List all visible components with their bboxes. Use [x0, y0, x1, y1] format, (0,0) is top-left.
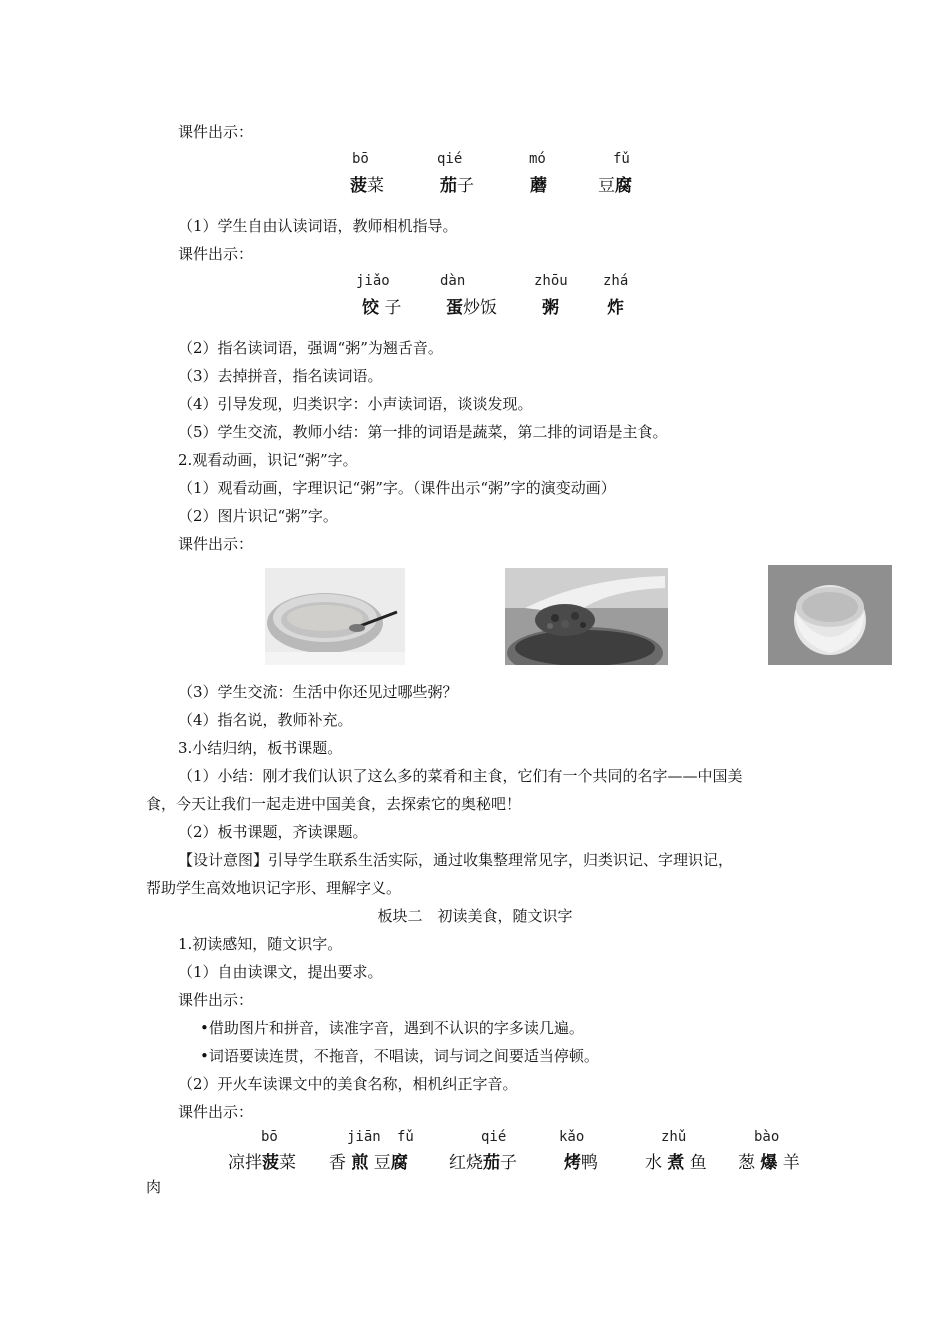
word-danchaofan: 蛋炒饭: [446, 298, 497, 318]
para-2-4: （4）指名说，教师补充。: [178, 711, 353, 729]
word-kaoya: 烤鸭: [564, 1153, 598, 1173]
wrapped-char-rou: 肉: [146, 1178, 162, 1196]
pinyin-mo: mó: [529, 151, 546, 167]
para-5: （5）学生交流，教师小结：第一排的词语是蔬菜，第二排的词语是主食。: [178, 423, 668, 441]
word-congbaoyang: 葱 爆 羊: [738, 1153, 800, 1173]
bean-porridge-photo: [505, 568, 668, 665]
para-2-3: （3）学生交流：生活中你还见过哪些粥？: [178, 683, 458, 701]
pinyin-bao: bào: [754, 1129, 780, 1145]
pinyin-fu: fǔ: [613, 151, 630, 167]
pinyin-jiao: jiǎo: [356, 273, 390, 289]
kejian-label-4: 课件出示：: [178, 991, 254, 1009]
section-2-heading: 2.观看动画，识记“粥”字。: [178, 451, 358, 469]
para-1: （1）学生自由认读词语，教师相机指导。: [178, 217, 458, 235]
word-hongshaoqiezi: 红烧茄子: [449, 1153, 517, 1173]
para-3-1b: 食，今天让我们一起走进中国美食，去探索它的奥秘吧！: [146, 795, 522, 813]
pinyin-zhu: zhǔ: [661, 1129, 687, 1145]
bullet-item-2: •词语要读连贯，不拖音，不唱读，词与词之间要适当停顿。: [200, 1047, 599, 1065]
word-liangbanbocai: 凉拌菠菜: [228, 1153, 296, 1173]
design-intent-b: 帮助学生高效地识记字形、理解字义。: [146, 879, 402, 897]
pinyin-jian: jiān: [347, 1129, 381, 1145]
word-zhou: 粥: [542, 298, 559, 318]
word-xiangjiandoufu: 香 煎 豆腐: [329, 1153, 408, 1173]
task-1-1: （1）自由读课文，提出要求。: [178, 963, 383, 981]
word-doufu: 豆腐: [598, 176, 632, 196]
porridge-bowl-photo: [265, 568, 405, 665]
task-1-heading: 1.初读感知，随文识字。: [178, 935, 343, 953]
pinyin-qie-2: qié: [481, 1129, 507, 1145]
pinyin-bo-2: bō: [261, 1129, 278, 1145]
word-shuizhuyu: 水 煮 鱼: [645, 1153, 707, 1173]
para-3: （3）去掉拼音，指名读词语。: [178, 367, 383, 385]
section-3-heading: 3.小结归纳，板书课题。: [178, 739, 343, 757]
kejian-label-5: 课件出示：: [178, 1103, 254, 1121]
word-jiaozi: 饺 子: [362, 298, 402, 318]
para-3-1a: （1）小结：刚才我们认识了这么多的菜肴和主食，它们有一个共同的名字——中国美: [178, 767, 743, 785]
pinyin-qie: qié: [437, 151, 463, 167]
bullet-item-1: •借助图片和拼音，读准字音，遇到不认识的字多读几遍。: [200, 1019, 584, 1037]
pinyin-bo: bō: [352, 151, 369, 167]
pinyin-fu-2: fǔ: [397, 1129, 414, 1145]
para-2: （2）指名读词语，强调“粥”为翘舌音。: [178, 339, 443, 357]
para-4: （4）引导发现，归类识字：小声读词语，谈谈发现。: [178, 395, 533, 413]
para-3-2: （2）板书课题，齐读课题。: [178, 823, 368, 841]
pinyin-zha: zhá: [603, 273, 629, 289]
kejian-label-2: 课件出示：: [178, 245, 254, 263]
rice-porridge-photo: [768, 565, 892, 665]
design-intent-a: 【设计意图】引导学生联系生活实际，通过收集整理常见字，归类识记、字理识记，: [178, 851, 734, 869]
word-mo: 蘑: [530, 176, 547, 196]
kejian-label-1: 课件出示：: [178, 123, 254, 141]
task-1-2: （2）开火车读课文中的美食名称，相机纠正字音。: [178, 1075, 518, 1093]
pinyin-zhou: zhōu: [534, 273, 568, 289]
para-2-1: （1）观看动画，字理识记“粥”字。（课件出示“粥”字的演变动画）: [178, 479, 616, 497]
section-block-2-title: 板块二 初读美食，随文识字: [377, 907, 573, 925]
word-zha: 炸: [607, 298, 624, 318]
para-2-2: （2）图片识记“粥”字。: [178, 507, 338, 525]
pinyin-dan: dàn: [440, 273, 466, 289]
word-qiezi: 茄子: [440, 176, 474, 196]
pinyin-kao: kǎo: [559, 1129, 585, 1145]
word-bocai: 菠菜: [350, 176, 384, 196]
kejian-label-3: 课件出示：: [178, 535, 254, 553]
